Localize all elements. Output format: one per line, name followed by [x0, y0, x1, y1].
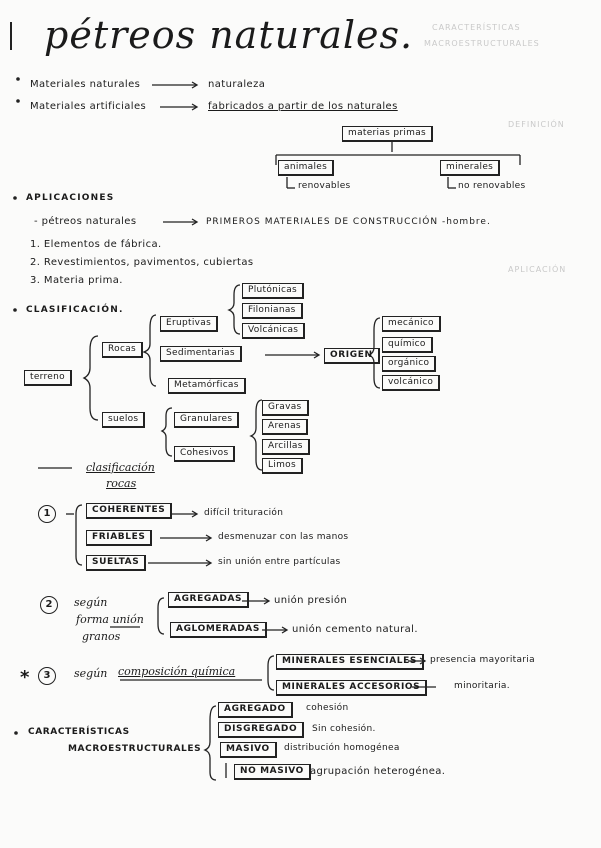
aglomeradas-desc: unión cemento natural. [292, 624, 418, 635]
disgregado-desc: Sin cohesión. [312, 724, 376, 734]
masivo-desc: distribución homogénea [284, 743, 400, 753]
minerales-accesorios-box: MINERALES ACCESORIOS [276, 680, 427, 696]
arenas-box: Arenas [262, 419, 308, 435]
aplicacion-item-2: 2. Revestimientos, pavimentos, cubiertas [30, 257, 254, 268]
group3-caption-b: composición química [118, 665, 236, 678]
tree-renovables: renovables [298, 181, 351, 191]
origen-volcanico-box: volcánico [382, 375, 440, 391]
origen-box: ORIGEN [324, 348, 380, 364]
eruptivas-box: Eruptivas [160, 316, 218, 332]
group2-caption-1: según [74, 596, 108, 609]
aplicacion-item-1: 1. Elementos de fábrica. [30, 239, 162, 250]
faint-corner-line-2: MACROESTRUCTURALES [424, 39, 540, 48]
faint-margin-note-2: APLICACIÓN [508, 265, 567, 274]
page-title: pétreos naturales. [44, 13, 414, 57]
tree-minerales-box: minerales [440, 160, 500, 176]
friables-desc: desmenuzar con las manos [218, 532, 349, 542]
bullet-natural-result: naturaleza [208, 79, 266, 90]
agregado-box: AGREGADO [218, 702, 293, 718]
origen-quimico-box: químico [382, 337, 433, 353]
bullet-natural-label: Materiales naturales [30, 79, 141, 90]
rocas-box: Rocas [102, 342, 143, 358]
no-masivo-desc: agrupación heterogénea. [310, 766, 446, 777]
aplicaciones-line: - pétreos naturales [34, 216, 137, 227]
coherentes-desc: difícil trituración [204, 508, 284, 518]
minerales-esenciales-desc: presencia mayoritaria [430, 655, 535, 665]
gravas-box: Gravas [262, 400, 309, 416]
tree-animales-box: animales [278, 160, 334, 176]
coherentes-box: COHERENTES [86, 503, 172, 519]
tree-root-box: materias primas [342, 126, 433, 142]
agregadas-box: AGREGADAS [168, 592, 249, 608]
terreno-box: terreno [24, 370, 72, 386]
clasificacion-rocas-line1: clasificación [86, 461, 155, 474]
bullet-artificial-result: fabricados a partir de los naturales [208, 101, 398, 112]
group2-caption-3: granos [82, 630, 121, 643]
origen-organico-box: orgánico [382, 356, 436, 372]
minerales-esenciales-box: MINERALES ESENCIALES [276, 654, 424, 670]
agregado-desc: cohesión [306, 703, 349, 713]
group3-number: 3 [38, 667, 56, 685]
filonianas-box: Filonianas [242, 303, 303, 319]
cohesivos-box: Cohesivos [174, 446, 235, 462]
faint-corner-line-1: CARACTERÍSTICAS [432, 23, 521, 32]
sedimentarias-box: Sedimentarias [160, 346, 242, 362]
minerales-accesorios-desc: minoritaria. [454, 681, 510, 691]
metamorficas-box: Metamórficas [168, 378, 246, 394]
faint-margin-note-1: DEFINICIÓN [508, 120, 565, 129]
group1-number: 1 [38, 505, 56, 523]
sueltas-desc: sin unión entre partículas [218, 557, 341, 567]
plutonicas-box: Plutónicas [242, 283, 304, 299]
group3-caption-a: según [74, 667, 108, 680]
granulares-box: Granulares [174, 412, 239, 428]
agregadas-desc: unión presión [274, 595, 348, 606]
friables-box: FRIABLES [86, 530, 152, 546]
no-masivo-box: NO MASIVO [234, 764, 311, 780]
bullet-artificial-label: Materiales artificiales [30, 101, 147, 112]
limos-box: Limos [262, 458, 303, 474]
tree-no-renovables: no renovables [458, 181, 526, 191]
aglomeradas-box: AGLOMERADAS [170, 622, 267, 638]
group2-number: 2 [40, 596, 58, 614]
suelos-box: suelos [102, 412, 145, 428]
disgregado-box: DISGREGADO [218, 722, 304, 738]
clasificacion-heading: CLASIFICACIÓN. [26, 305, 124, 315]
origen-mecanico-box: mecánico [382, 316, 441, 332]
volcanicas-box: Volcánicas [242, 323, 305, 339]
aplicaciones-heading: APLICACIONES [26, 193, 115, 203]
sueltas-box: SUELTAS [86, 555, 146, 571]
caracteristicas-heading-1: CARACTERÍSTICAS [28, 727, 130, 737]
clasificacion-rocas-line2: rocas [106, 477, 137, 490]
masivo-box: MASIVO [220, 742, 277, 758]
group2-caption-2: forma unión [76, 613, 144, 626]
arcillas-box: Arcillas [262, 439, 310, 455]
aplicaciones-line-result: PRIMEROS MATERIALES DE CONSTRUCCIÓN -hombre. [206, 217, 491, 227]
caracteristicas-heading-2: MACROESTRUCTURALES [68, 744, 202, 754]
group3-star: * [20, 667, 30, 688]
aplicacion-item-3: 3. Materia prima. [30, 275, 123, 286]
